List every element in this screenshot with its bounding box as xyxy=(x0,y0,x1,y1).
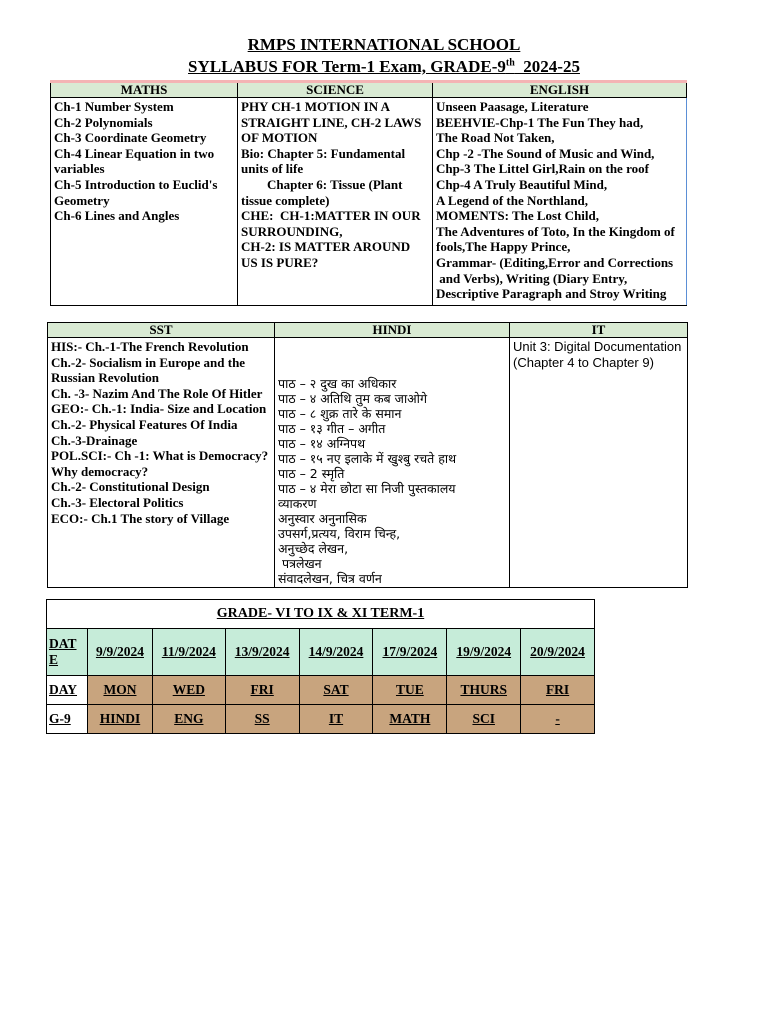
date-sheet-title: GRADE- VI TO IX & XI TERM-1 xyxy=(47,600,595,629)
syllabus-line: Ch.-2- Socialism in Europe and the Russian Revolution xyxy=(51,354,249,386)
syllabus-table-top xyxy=(50,80,687,306)
exam-day: FRI xyxy=(225,676,299,705)
syllabus-line: पाठ – १५ नए इलाके में खुश्बु रचते हाथ xyxy=(278,451,457,466)
exam-subject: MATH xyxy=(373,705,447,734)
english-cell xyxy=(433,98,687,306)
syllabus-line: उपसर्ग,प्रत्यय, विराम चिन्ह, xyxy=(278,526,401,541)
syllabus-line: Ch-2 Polynomials xyxy=(54,114,153,130)
maths-cell xyxy=(51,98,238,306)
syllabus-line: Ch-1 Number System xyxy=(54,99,174,114)
date-sheet-table xyxy=(46,599,595,734)
syllabus-line: व्याकरण xyxy=(278,496,317,511)
header-maths: MATHS xyxy=(51,82,238,98)
syllabus-line: GEO:- Ch.-1: India- Size and Location xyxy=(51,401,267,417)
exam-day: SAT xyxy=(299,676,373,705)
syllabus-line: BEEHVIE-Chp-1 The Fun They had, xyxy=(436,114,644,130)
syllabus-line: पत्रलेखन xyxy=(278,556,322,571)
syllabus-line: Chp -2 -The Sound of Music and Wind, xyxy=(436,145,655,161)
syllabus-line: A Legend of the Northland, xyxy=(436,192,589,208)
exam-date: 13/9/2024 xyxy=(225,629,299,676)
syllabus-line: पाठ – २ दुख का अधिकार xyxy=(278,376,397,391)
it-cell xyxy=(510,338,688,588)
syllabus-line: POL.SCI:- Ch -1: What is Democracy? Why democracy? xyxy=(51,448,272,479)
syllabus-line: Ch.-2- Physical Features Of India xyxy=(51,416,238,432)
syllabus-line: पाठ – ८ शुक्र तारे के समान xyxy=(278,406,402,421)
sst-cell xyxy=(48,338,275,588)
syllabus-line: MOMENTS: The Lost Child, xyxy=(436,208,600,224)
header-science: SCIENCE xyxy=(238,82,433,98)
school-title: RMPS INTERNATIONAL SCHOOL xyxy=(247,35,521,54)
header-english: ENGLISH xyxy=(433,82,687,98)
syllabus-line: HIS:- Ch.-1-The French Revolution xyxy=(51,339,249,354)
syllabus-line: The Adventures of Toto, In the Kingdom of fools,The Happy Prince, xyxy=(436,223,679,255)
exam-day: FRI xyxy=(521,676,595,705)
syllabus-line: The Road Not Taken, xyxy=(436,130,555,146)
exam-subject: SS xyxy=(225,705,299,734)
exam-subject: ENG xyxy=(152,705,225,734)
syllabus-line: and Verbs), Writing (Diary Entry, Descriptive Paragraph and Stroy Writing xyxy=(436,270,667,302)
syllabus-line: पाठ – ४ मेरा छोटा सा निजी पुस्तकालय xyxy=(278,481,456,496)
syllabus-line: CH-2: IS MATTER AROUND US IS PURE? xyxy=(241,239,414,270)
syllabus-line: Ch-6 Lines and Angles xyxy=(54,208,180,224)
syllabus-line: Grammar- (Editing,Error and Corrections xyxy=(436,254,674,270)
syllabus-line: Unseen Paasage, Literature xyxy=(436,99,589,114)
syllabus-line: PHY CH-1 MOTION IN A STRAIGHT LINE, CH-2 LAWS OF MOTION xyxy=(241,99,425,146)
exam-date: 19/9/2024 xyxy=(447,629,521,676)
exam-subject: HINDI xyxy=(88,705,153,734)
syllabus-line: पाठ – १३ गीत – अगीत xyxy=(278,421,386,436)
syllabus-line: Unit 3: Digital Documentation xyxy=(513,339,682,354)
syllabus-line: संवादलेखन, चित्र वर्णन xyxy=(278,571,382,586)
exam-date: 20/9/2024 xyxy=(521,629,595,676)
syllabus-line: Ch.-3- Electoral Politics xyxy=(51,494,184,510)
syllabus-line: Bio: Chapter 5: Fundamental units of life xyxy=(241,145,409,177)
day-row-label: DAY xyxy=(47,676,88,705)
exam-day: TUE xyxy=(373,676,447,705)
header-hindi: HINDI xyxy=(275,323,510,338)
syllabus-line: Ch-4 Linear Equation in two variables xyxy=(54,145,218,177)
hindi-cell xyxy=(275,338,510,588)
syllabus-line: पाठ – १४ अग्निपथ xyxy=(278,436,366,451)
exam-subject: - xyxy=(521,705,595,734)
exam-day: WED xyxy=(152,676,225,705)
exam-subject: SCI xyxy=(447,705,521,734)
syllabus-line: पाठ – 2 स्मृति xyxy=(278,466,345,481)
syllabus-table-middle xyxy=(47,322,688,588)
syllabus-line: CHE: CH-1:MATTER IN OUR SURROUNDING, xyxy=(241,208,424,239)
exam-date: 14/9/2024 xyxy=(299,629,373,676)
exam-day: MON xyxy=(88,676,153,705)
syllabus-line: अनुस्वार अनुनासिक xyxy=(278,511,367,526)
syllabus-line: Ch-5 Introduction to Euclid's Geometry xyxy=(54,176,221,208)
exam-date: 17/9/2024 xyxy=(373,629,447,676)
syllabus-line: Ch.-2- Constitutional Design xyxy=(51,479,210,495)
syllabus-line: अनुच्छेद लेखन, xyxy=(278,541,349,556)
science-cell xyxy=(238,98,433,306)
exam-subject: IT xyxy=(299,705,373,734)
syllabus-line: Chp-4 A Truly Beautiful Mind, xyxy=(436,176,608,192)
header-it: IT xyxy=(510,323,688,338)
syllabus-title: SYLLABUS FOR Term-1 Exam, GRADE-9th 2024-25 xyxy=(188,57,580,76)
date-row-label: DAT E xyxy=(47,629,88,676)
exam-day: THURS xyxy=(447,676,521,705)
grade-row-label: G-9 xyxy=(47,705,88,734)
syllabus-line: ECO:- Ch.1 The story of Village xyxy=(51,510,230,526)
syllabus-line: Ch.-3-Drainage xyxy=(51,432,138,448)
syllabus-line: पाठ – ४ अतिथि तुम कब जाओगे xyxy=(278,391,428,406)
exam-date: 11/9/2024 xyxy=(152,629,225,676)
exam-date: 9/9/2024 xyxy=(88,629,153,676)
syllabus-line: Chp-3 The Littel Girl,Rain on the roof xyxy=(436,161,649,177)
syllabus-line: Chapter 6: Tissue (Plant tissue complete) xyxy=(241,176,406,208)
syllabus-line: (Chapter 4 to Chapter 9) xyxy=(513,354,654,370)
syllabus-line: Ch-3 Coordinate Geometry xyxy=(54,130,207,146)
syllabus-line: Ch. -3- Nazim And The Role Of Hitler xyxy=(51,385,263,401)
header-sst: SST xyxy=(48,323,275,338)
